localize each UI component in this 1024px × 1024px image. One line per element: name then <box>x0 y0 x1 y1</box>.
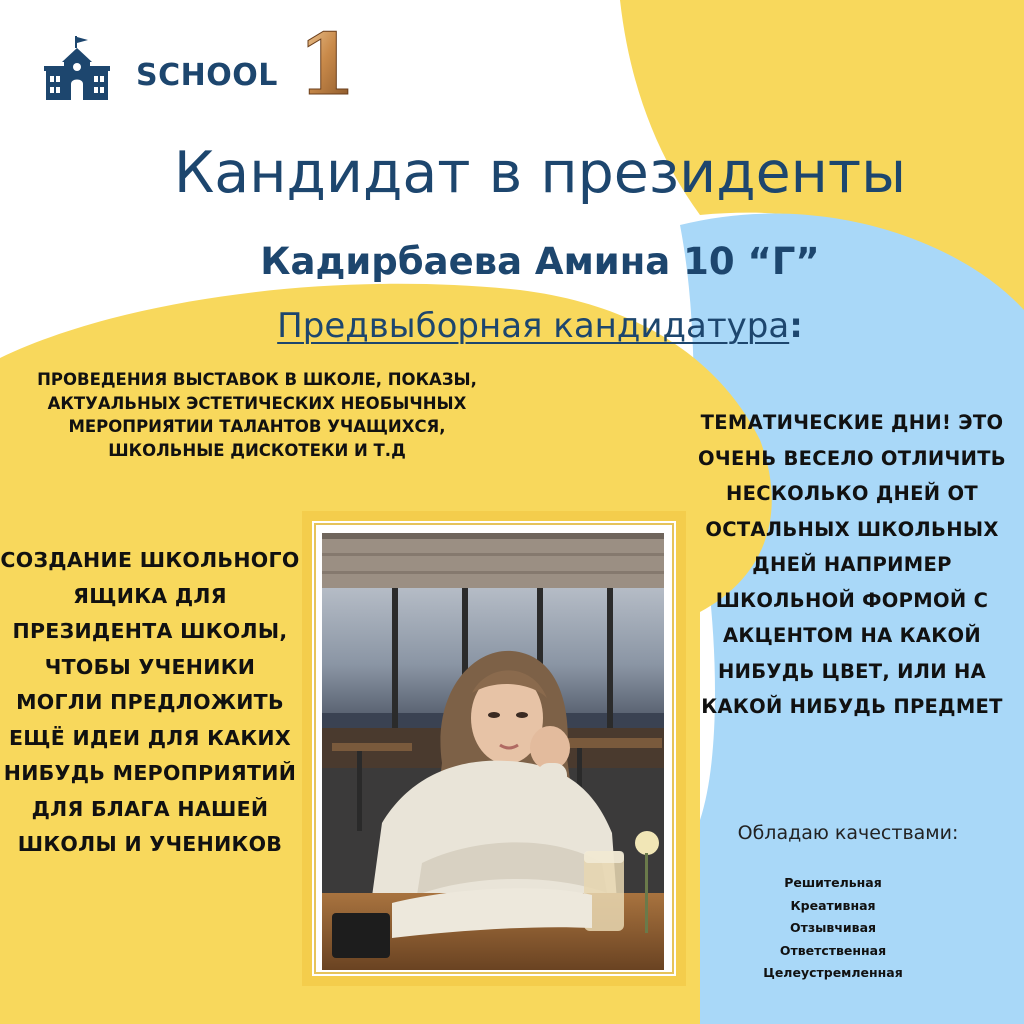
quality-item: Отзывчивая <box>789 920 877 935</box>
idea-themed-days-text: ТЕМАТИЧЕСКИЕ ДНИ! ЭТО ОЧЕНЬ ВЕСЕЛО ОТЛИЧИТЬ НЕСКОЛЬКО ДНЕЙ ОТ ОСТАЛЬНЫХ ШКОЛЬНЫХ ДНЕЙ НАПРИМЕР ШКОЛЬНОЙ ФОРМОЙ С АКЦЕНТОМ НА КАКОЙ НИБУДЬ ЦВЕТ, ИЛИ НА КАКОЙ НИБУДЬ ПРЕДМЕТ <box>698 411 1006 718</box>
school-logo <box>44 15 374 114</box>
qualities-heading: Обладаю качествами: <box>737 822 959 844</box>
page-title: Кандидат в президенты <box>173 140 907 206</box>
svg-text:1: 1 <box>297 15 357 114</box>
candidate-name: Кадирбаева Амина 10 “Г” <box>260 240 820 283</box>
idea-exhibitions-text: ПРОВЕДЕНИЯ ВЫСТАВОК В ШКОЛЕ, ПОКАЗЫ, АКТУАЛЬНЫХ ЭСТЕТИЧЕСКИХ НЕОБЫЧНЫХ МЕРОПРИЯТИИ ТАЛАНТОВ УЧАЩИХСЯ, ШКОЛЬНЫЕ ДИСКОТЕКИ И Т.Д <box>37 370 477 460</box>
program-heading-colon: : <box>789 306 803 346</box>
qualities-list <box>730 872 936 985</box>
program-heading-text: Предвыборная кандидатура <box>277 306 790 346</box>
quality-item: Креативная <box>790 897 876 913</box>
quality-item: Решительная <box>784 875 882 890</box>
logo-digit-one <box>297 15 357 114</box>
program-heading <box>140 306 940 346</box>
candidate-photo <box>322 533 664 970</box>
quality-item: Ответственная <box>779 942 887 958</box>
school-logo-text: SCHOOL <box>136 58 278 93</box>
idea-suggestion-box-text: СОЗДАНИЕ ШКОЛЬНОГО ЯЩИКА ДЛЯ ПРЕЗИДЕНТА ШКОЛЫ, ЧТОБЫ УЧЕНИКИ МОГЛИ ПРЕДЛОЖИТЬ ЕЩЁ ИДЕИ ДЛЯ КАКИХ НИБУДЬ МЕРОПРИЯТИЙ ДЛЯ БЛАГА НАШЕЙ ШКОЛЫ И УЧЕНИКОВ <box>0 548 300 856</box>
quality-item: Целеустремленная <box>763 965 903 980</box>
school-building-icon <box>44 36 110 100</box>
photo-frame <box>302 511 686 986</box>
